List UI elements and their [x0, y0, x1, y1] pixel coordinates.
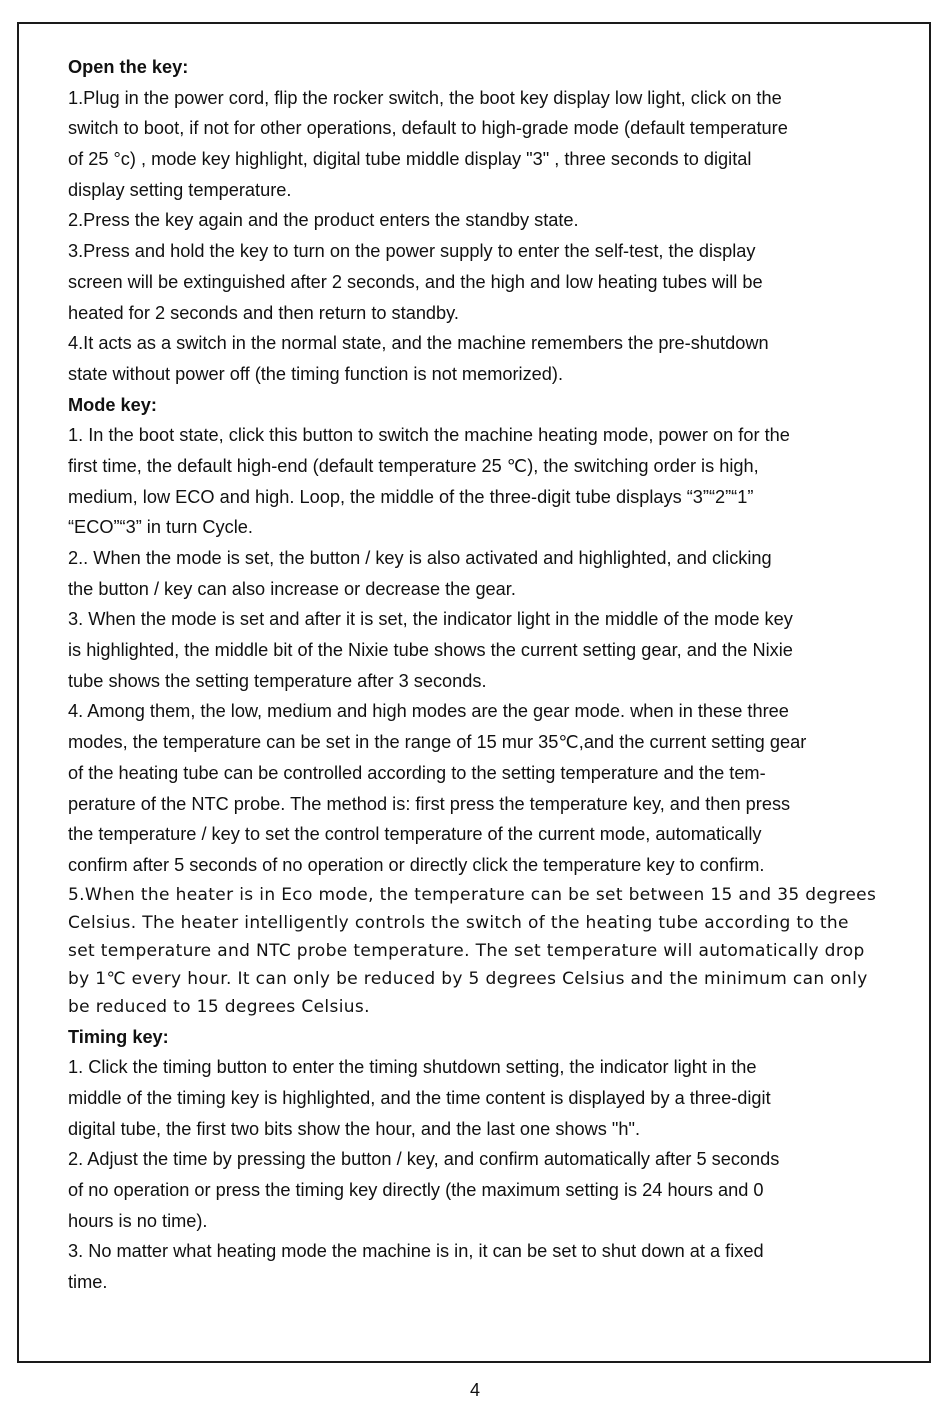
open-key-line: 3.Press and hold the key to turn on the power supply to enter the self-test, the display: [68, 241, 756, 262]
open-key-line: display setting temperature.: [68, 179, 292, 200]
open-key-heading: Open the key:: [68, 57, 189, 77]
open-key-line: screen will be extinguished after 2 seconds, and the high and low heating tubes will be: [68, 271, 763, 292]
mode-key-line: the button / key can also increase or decrease the gear.: [68, 578, 516, 599]
timing-key-line: middle of the timing key is highlighted, and the time content is displayed by a three-digit: [68, 1087, 771, 1108]
mode-key-line: medium, low ECO and high. Loop, the middle of the three-digit tube displays “3”“2”“1”: [68, 486, 754, 507]
mode-key-line: 2.. When the mode is set, the button / key is also activated and highlighted, and clicking: [68, 548, 772, 568]
timing-key-line: 3. No matter what heating mode the machine is in, it can be set to shut down at a fixed: [68, 1241, 764, 1262]
manual-content: [68, 52, 908, 1298]
open-key-line: 1.Plug in the power cord, flip the rocker switch, the boot key display low light, click on the: [68, 87, 782, 108]
timing-key-section: [68, 1022, 908, 1298]
mode-key-line: modes, the temperature can be set in the range of 15 mur 35℃,and the current setting gear: [68, 732, 807, 753]
mode-key-line: first time, the default high-end (default temperature 25 ℃), the switching order is high,: [68, 455, 759, 476]
timing-key-line: 1. Click the timing button to enter the timing shutdown setting, the indicator light in the: [68, 1057, 757, 1078]
mode-key-heading: Mode key:: [68, 394, 157, 415]
open-key-line: 4.It acts as a switch in the normal state, and the machine remembers the pre-shutdown: [68, 333, 769, 354]
eco-mode-line: by 1℃ every hour. It can only be reduced by 5 degrees Celsius and the minimum can only: [68, 969, 868, 990]
open-key-line: of 25 °c) , mode key highlight, digital tube middle display "3" , three seconds to digital: [68, 149, 752, 170]
mode-key-line: the temperature / key to set the control temperature of the current mode, automatically: [68, 824, 762, 845]
mode-key-section: [68, 390, 908, 1022]
timing-key-line: 2. Adjust the time by pressing the button / key, and confirm automatically after 5 seconds: [68, 1149, 780, 1170]
timing-key-line: of no operation or press the timing key directly (the maximum setting is 24 hours and 0: [68, 1179, 764, 1200]
mode-key-line: perature of the NTC probe. The method is: first press the temperature key, and then press: [68, 793, 791, 814]
timing-key-heading: Timing key:: [68, 1026, 169, 1047]
mode-key-line: is highlighted, the middle bit of the Nixie tube shows the current setting gear, and the Nixie: [68, 640, 793, 661]
mode-key-line: tube shows the setting temperature after 3 seconds.: [68, 670, 487, 691]
page-number: 4: [469, 1380, 480, 1400]
mode-key-line: 4. Among them, the low, medium and high modes are the gear mode. when in these three: [68, 701, 789, 722]
timing-key-line: time.: [68, 1272, 108, 1292]
mode-key-line: 3. When the mode is set and after it is set, the indicator light in the middle of the mode key: [68, 609, 793, 630]
mode-key-line: “ECO”“3” in turn Cycle.: [68, 517, 253, 538]
mode-key-line: 1. In the boot state, click this button to switch the machine heating mode, power on for the: [68, 425, 790, 446]
eco-mode-line: set temperature and NTC probe temperature. The set temperature will automatically drop: [68, 940, 865, 961]
timing-key-line: hours is no time).: [68, 1210, 208, 1231]
mode-key-line: confirm after 5 seconds of no operation or directly click the temperature key to confirm.: [68, 854, 765, 875]
open-key-line: switch to boot, if not for other operations, default to high-grade mode (default temperature: [68, 118, 788, 139]
mode-key-line: of the heating tube can be controlled according to the setting temperature and the tem-: [68, 762, 766, 783]
timing-key-line: digital tube, the first two bits show the hour, and the last one shows "h".: [68, 1118, 640, 1139]
eco-mode-line: be reduced to 15 degrees Celsius.: [68, 997, 370, 1018]
open-key-section: [68, 52, 908, 390]
open-key-line: 2.Press the key again and the product enters the standby state.: [68, 210, 579, 231]
eco-mode-line: 5.When the heater is in Eco mode, the temperature can be set between 15 and 35 degrees: [68, 884, 877, 905]
eco-mode-line: Celsius. The heater intelligently controls the switch of the heating tube according to the: [68, 912, 849, 933]
open-key-line: state without power off (the timing function is not memorized).: [68, 363, 563, 384]
open-key-line: heated for 2 seconds and then return to standby.: [68, 302, 459, 323]
